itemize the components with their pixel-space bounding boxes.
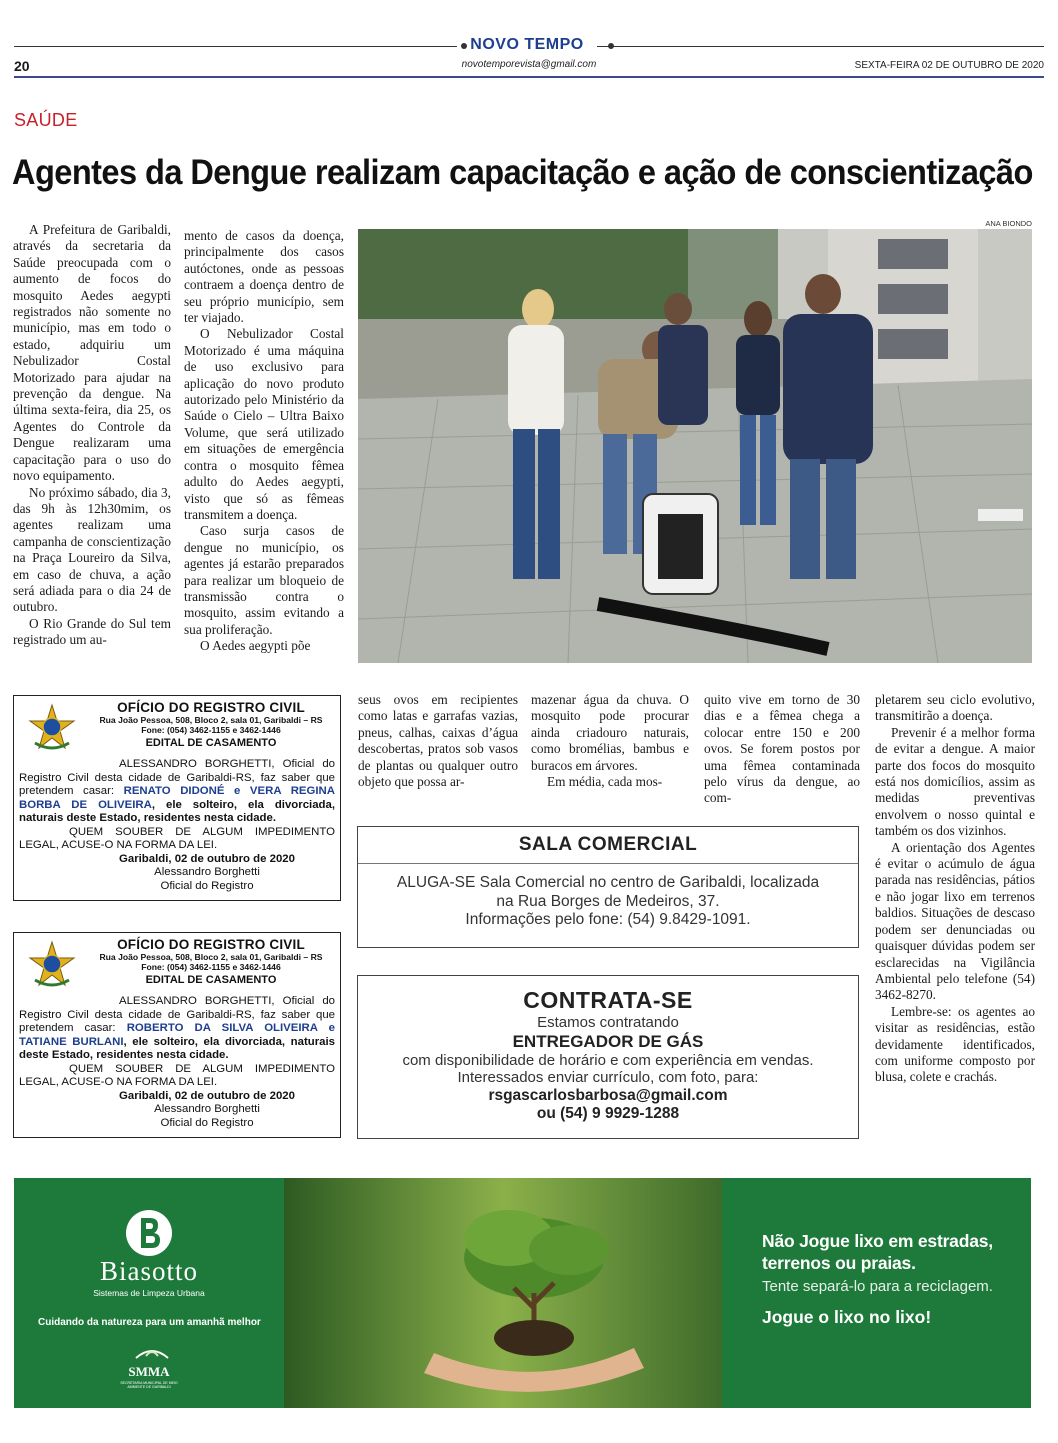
smma-subtitle: SECRETARIA MUNICIPAL DE MEIO AMBIENTE DE GARIBALDI — [120, 1381, 178, 1389]
article-column-6 — [875, 692, 1035, 1086]
paragraph: O Aedes aegypti põe — [200, 638, 311, 654]
header-email: novotemporevista@gmail.com — [461, 59, 597, 70]
notice-signer-role: Oficial do Registro — [160, 1116, 254, 1129]
smma-leaf-icon — [132, 1344, 172, 1364]
paragraph: A orientação dos Agentes é evitar o acúmulo de água parada nas residências, pátios e não jogar lixo em terrenos baldios. Situações de descaso podem ser denunciadas ou quaisquer dúvidas podem ser esclarecidas na Vigilância Ambiental pelo telefone (54) 3462-8270. — [875, 839, 1035, 1003]
notice-status: , ele solteiro, ela divorciada, naturais deste Estado, residentes nesta cidade. — [19, 798, 335, 824]
notice-names: ROBERTO DA SILVA OLIVEIRA e TATIANE BURLANI — [19, 1022, 335, 1048]
notice-names: RENATO DIDONÉ e VERA REGINA BORBA DE OLIVEIRA — [19, 785, 336, 811]
banner-message-cta: Jogue o lixo no lixo! — [762, 1307, 932, 1327]
notice-header — [84, 937, 338, 986]
dot-ornament-right — [608, 43, 614, 49]
paragraph: mazenar água da chuva. O mosquito pode procurar ainda criadouro naturais, como bromélias, bambus e buracos em árvores. — [531, 692, 689, 773]
notice-phone: Fone: (054) 3462-1155 e 3462-1446 — [141, 725, 281, 735]
ad-text: ALUGA-SE Sala Comercial no centro de Garibaldi, localizada — [396, 874, 820, 891]
notice-status: , ele solteiro, ela divorciada, naturais deste Estado, residentes nesta cidade. — [19, 1035, 335, 1061]
notice-intro: ALESSANDRO BORGHETTI, Oficial do Registro Civil desta cidade de Garibaldi-RS, faz saber que pretendem casar: — [19, 758, 335, 797]
article-column-3: seus ovos em recipientes como latas e garrafas vazias, pneus, calhas, caixas d’água descobertas, pratos sob vasos de plantas ou qualquer outro objeto que possa ar- — [358, 692, 518, 790]
tree-in-hands-photo — [284, 1178, 722, 1408]
notice-place-date: Garibaldi, 02 de outubro de 2020 — [119, 852, 295, 865]
paragraph: No próximo sábado, dia 3, das 9h às 12h30mim, os agentes realizam uma campanha de conscientização na Praça Loureiro da Silva, em caso de chuva, a ação será adiada para o dia 24 de outubro. — [13, 484, 171, 615]
article-column-5: quito vive em torno de 30 dias e a fêmea chega a colocar entre 150 e 200 ovos. Se forem postos por uma fêmea contaminada pelo vírus da dengue, ao com- — [704, 692, 860, 806]
photo-credit: ANA BIONDO — [985, 219, 1032, 228]
headline: Agentes da Dengue realizam capacitação e ação de conscientização — [12, 153, 1033, 192]
header-date: SEXTA-FEIRA 02 DE OUTUBRO DE 2020 — [854, 60, 1044, 71]
paragraph: O Nebulizador Costal Motorizado é uma máquina de uso exclusivo para aplicação do novo produto autorizado pelo Ministério da Saúde o Cielo – Ultra Baixo Volume, que será utilizado em situações de emergência contra o mosquito fêmea adulto do Aedes aegypti, visto que só as fêmeas transmitem a doença. — [184, 326, 344, 522]
page-number: 20 — [14, 58, 30, 74]
biasotto-logo-icon — [124, 1208, 174, 1258]
paragraph: Em média, cada mos- — [547, 774, 663, 790]
brazil-coat-of-arms-icon — [27, 703, 77, 753]
paragraph: Prevenir é a melhor forma de evitar a dengue. A maior parte dos focos do mosquito está nos domicílios, assim as medidas preventivas envolvem o nosso quintal e também os dos vizinhos. — [875, 724, 1035, 839]
paragraph: A Prefeitura de Garibaldi, através da secretaria da Saúde preocupada com o aumento de focos do mosquito Aedes aegypti registrados não somente no município, mas em todo o estado, adquiriu um Nebulizador Costal Motorizado para ajudar na prevenção da dengue. Na última sexta-feira, dia 25, os Agentes do Controle da Dengue realizaram uma capacitação para o uso do novo equipamento. — [13, 222, 171, 484]
ad-phone: Informações pelo fone: (54) 9.8429-1091. — [465, 911, 751, 928]
ad-email: rsgascarlosbarbosa@gmail.com — [488, 1086, 728, 1104]
notice-edital: EDITAL DE CASAMENTO — [145, 737, 277, 749]
banner-message-sub: Tente separá-lo para a reciclagem. — [762, 1278, 993, 1295]
ad-phone: ou (54) 9 9929-1288 — [536, 1104, 680, 1122]
notice-body — [19, 995, 335, 1130]
banner-message-headline: Não Jogue lixo em estradas, terrenos ou praias. — [762, 1231, 993, 1273]
article-column-2 — [184, 228, 344, 655]
ad-contrata-se — [357, 975, 859, 1139]
ad-text: com disponibilidade de horário e com experiência em vendas. — [402, 1051, 814, 1069]
ad-text: Interessados enviar currículo, com foto, para: — [457, 1069, 759, 1087]
notice-signer-role: Oficial do Registro — [160, 879, 254, 892]
notice-signer: Alessandro Borghetti — [154, 866, 260, 878]
registry-notice — [13, 695, 341, 901]
agents-photo-illustration — [358, 229, 1032, 663]
logo-name: Biasotto — [99, 1256, 198, 1286]
article-photo — [358, 229, 1032, 663]
notice-place-date: Garibaldi, 02 de outubro de 2020 — [119, 1089, 295, 1102]
ad-text: na Rua Borges de Medeiros, 37. — [496, 892, 720, 910]
masthead — [14, 30, 1044, 78]
paragraph: Lembre-se: os agentes ao visitar as residências, estão devidamente identificados, com uniforme composto por blusa, colete e crachás. — [875, 1003, 1035, 1085]
article-column-4 — [531, 692, 689, 790]
paragraph: pletarem seu ciclo evolutivo, transmitirão a doença. — [875, 692, 1035, 724]
banner-tagline: Cuidando da natureza para um amanhã melhor — [38, 1317, 261, 1328]
notice-title: OFÍCIO DO REGISTRO CIVIL — [117, 937, 305, 952]
masthead-underline — [14, 76, 1044, 78]
ad-title: SALA COMERCIAL — [518, 834, 698, 855]
newspaper-brand: NOVO TEMPO — [457, 36, 597, 54]
notice-warning: QUEM SOUBER DE ALGUM IMPEDIMENTO LEGAL, ACUSE-O NA FORMA DA LEI. — [19, 1062, 335, 1088]
paragraph: Caso surja casos de dengue no município, os agentes já estarão preparados para realizar um bloqueio de transmissão contra o mosquito, assim evitando a sua proliferação. — [184, 523, 344, 637]
registry-notice — [13, 932, 341, 1138]
notice-address: Rua João Pessoa, 508, Bloco 2, sala 01, Garibaldi – RS — [99, 715, 323, 725]
notice-warning: QUEM SOUBER DE ALGUM IMPEDIMENTO LEGAL, ACUSE-O NA FORMA DA LEI. — [19, 825, 335, 851]
notice-title: OFÍCIO DO REGISTRO CIVIL — [117, 700, 305, 715]
dot-ornament-left — [461, 43, 467, 49]
banner-logo-area — [14, 1178, 284, 1408]
notice-edital: EDITAL DE CASAMENTO — [145, 974, 277, 986]
paragraph: O Rio Grande do Sul tem registrado um au- — [13, 615, 171, 648]
smma-label: SMMA — [128, 1364, 170, 1379]
banner-message — [762, 1230, 1022, 1328]
notice-signer: Alessandro Borghetti — [154, 1103, 260, 1115]
paragraph: mento de casos da doença, principalmente dos casos autóctones, onde as pessoas contraem a doença dentro de seu próprio município, sem ter viajado. — [184, 228, 344, 326]
notice-intro: ALESSANDRO BORGHETTI, Oficial do Registro Civil desta cidade de Garibaldi-RS, faz saber que pretendem casar: — [19, 995, 335, 1034]
notice-body — [19, 758, 335, 893]
article-column-1 — [13, 222, 171, 649]
notice-address: Rua João Pessoa, 508, Bloco 2, sala 01, Garibaldi – RS — [99, 952, 323, 962]
ad-divider — [358, 863, 858, 864]
biasotto-banner — [14, 1178, 1031, 1408]
notice-phone: Fone: (054) 3462-1155 e 3462-1446 — [141, 962, 281, 972]
notice-header — [84, 700, 338, 749]
ad-job-title: ENTREGADOR DE GÁS — [512, 1031, 704, 1051]
ad-text: Estamos contratando — [537, 1014, 679, 1031]
section-label: SAÚDE — [14, 110, 78, 130]
ad-sala-comercial — [357, 826, 859, 948]
brazil-coat-of-arms-icon — [27, 940, 77, 990]
logo-subtitle: Sistemas de Limpeza Urbana — [93, 1288, 205, 1298]
ad-title: CONTRATA-SE — [523, 987, 693, 1013]
